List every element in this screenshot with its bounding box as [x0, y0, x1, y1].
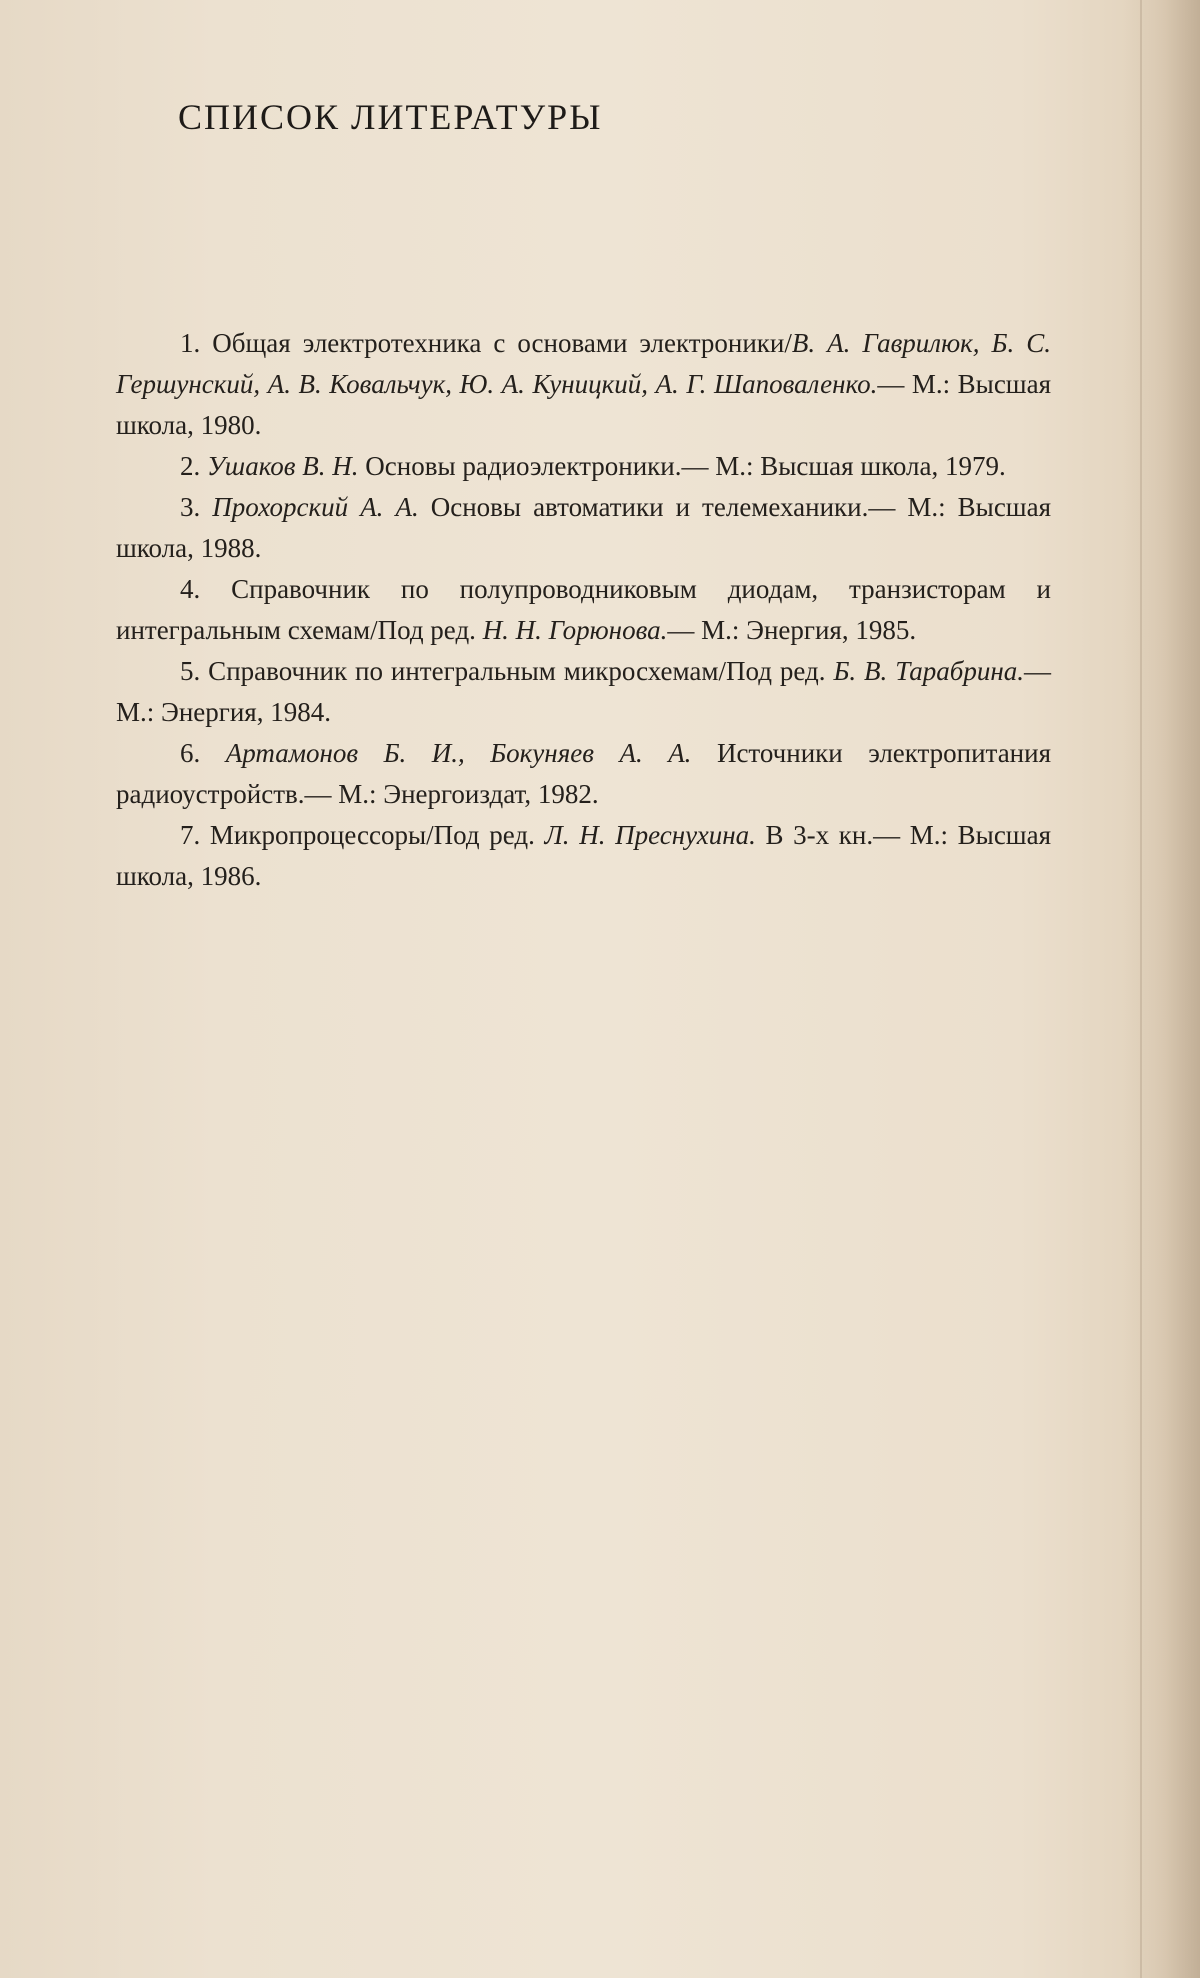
- reference-item-4: [116, 569, 1051, 651]
- reference-item-2: [116, 446, 1051, 487]
- reference-publisher: — М.: Энергия, 1984.: [116, 656, 1051, 727]
- reference-number: 6.: [180, 738, 226, 768]
- reference-authors: Ушаков В. Н.: [207, 451, 359, 481]
- reference-text: 1. Общая электротехника с основами электроники/: [180, 328, 792, 358]
- reference-list: [116, 323, 1051, 897]
- page-title: СПИСОК ЛИТЕРАТУРЫ: [178, 96, 603, 138]
- reference-number: 3.: [180, 492, 212, 522]
- reference-editor: Л. Н. Преснухина.: [545, 820, 756, 850]
- reference-editor: Н. Н. Горюнова.: [483, 615, 668, 645]
- reference-authors: В. А. Гаврилюк, Б. С. Гершунский, А. В. Ковальчук, Ю. А. Куницкий, А. Г. Шаповаленко.: [116, 328, 1051, 399]
- reference-authors: Прохорский А. А.: [212, 492, 418, 522]
- reference-text: 7. Микропроцессоры/Под ред.: [180, 820, 545, 850]
- reference-number: 2.: [180, 451, 207, 481]
- page-edge-shadow: [1122, 0, 1200, 1978]
- reference-item-6: [116, 733, 1051, 815]
- reference-text: Основы автоматики и телемеханики.— М.: Высшая школа, 1988.: [116, 492, 1051, 563]
- reference-item-1: [116, 323, 1051, 446]
- reference-text: Источники электропитания радиоустройств.— М.: Энергоиздат, 1982.: [116, 738, 1051, 809]
- reference-text: Основы радиоэлектроники.— М.: Высшая школа, 1979.: [359, 451, 1006, 481]
- page-fold-line: [1140, 0, 1142, 1978]
- reference-authors: Артамонов Б. И., Бокуняев А. А.: [226, 738, 692, 768]
- reference-editor: Б. В. Тарабрина.: [833, 656, 1024, 686]
- reference-text: 4. Справочник по полупроводниковым диодам, транзисторам и интегральным схемам/Под ред.: [116, 574, 1051, 645]
- reference-item-7: [116, 815, 1051, 897]
- book-page: [0, 0, 1200, 1978]
- reference-item-5: [116, 651, 1051, 733]
- reference-text: 5. Справочник по интегральным микросхемам/Под ред.: [180, 656, 833, 686]
- reference-publisher: — М.: Энергия, 1985.: [667, 615, 916, 645]
- reference-publisher: — М.: Высшая школа, 1980.: [116, 369, 1051, 440]
- reference-item-3: [116, 487, 1051, 569]
- reference-publisher: В 3-х кн.— М.: Высшая школа, 1986.: [116, 820, 1051, 891]
